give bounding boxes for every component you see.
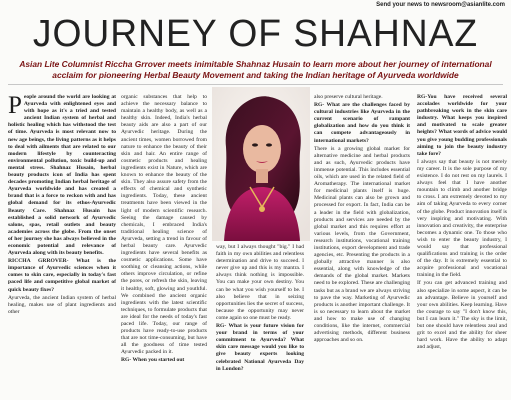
portrait-photo bbox=[212, 87, 310, 241]
column-1 bbox=[8, 94, 116, 317]
column-2-text: organic substances that help to achieve the necessary balance to maintain a healthy body, as well as a healthy skin. Indeed, India's herbal beauty aids are also a part of our Ayurvedic heritage. During the ancient times, women borrowed from nature to enhance the beauty of their skin and hair. An entire range of cosmetic products and healing ingredients exist in Nature, which are known to enhance the beauty of the skin. They also assure safety from the effects of chemical and synthetic ingredients. Today, these ancient treatments have been viewed in the light of modern scientific research. Seeing the damage caused by chemicals, I embraced India's traditional healing science of Ayurveda, setting a trend in favour of herbal beauty care. Ayurvedic ingredients have several benefits as cosmetic applications. Some have soothing or cleansing actions, while others improve circulation, or refine the pores, or refresh the skin, leaving it healthy, soft, glowing and youthful. We combined the ancient organic ingredients with the latest scientific techniques, to formulate products that are ideal for the needs of today's fast paced life. Today, our range of products have ready-to-use products that are not time-consuming, but have all the goodness of time tested Ayurvedic packed in it. bbox=[121, 94, 207, 356]
column-2 bbox=[121, 94, 207, 366]
intro-paragraph bbox=[8, 94, 116, 257]
column-4 bbox=[314, 94, 410, 345]
column-5 bbox=[417, 94, 507, 352]
question-1: RICCHA GRROVER- What is the importance of Ayurvedic sciences when it comes to skin care, especially in today's fast paced life and competitive global market of quick beauty fixes? bbox=[8, 258, 116, 293]
question-3: RG- What is your future vision for your brand in terms of your commitment to Ayurveda? What skin care message would you like to give beauty experts looking celebrated National Ayurveda Day in London? bbox=[216, 323, 304, 372]
top-bar bbox=[0, 0, 511, 10]
column-4-lead: also preserve cultural heritage. bbox=[314, 94, 383, 100]
page-title: JOURNEY OF SHAHNAZ bbox=[32, 13, 479, 55]
column-4-text: There is a growing global market for alternative medicine and herbal products and as such, Ayurvedic products have immense potential. This includes essential oils, which are used in the related field of Aromatherapy. The international market for medicinal plants itself is huge. Medicinal plants can also be grown and processed for export. In fact, India can be a leader in the field with globalization, products and services are needed by the global market and this requires effort at various levels, from the Government, research institutions, vocational training institutions, export development and trade agencies, etc. Presenting the products in a globally attractive manner is also essential, along with knowledge of the demands of the global market. Markets need to be explored. These are challenging tasks but as a brand we are always striving to pave the way. Marketing of Ayurvedic products is another important challenge. It is so necessary to learn about the market and how to make use of changing conditions, like the internet, commercial advertising methods, different business approaches and so on. bbox=[314, 145, 410, 344]
intro-text: eople around the world are looking at Ayurveda with enlightened eyes and with hope as it's a tried and tested ancient Indian system of herbal and holistic healing which has withstood the test of time. Ayurveda is most relevant now to new age beings, the living patterns as it helps to deal with ailments that are related to our modern lifestyle by counteracting environmental pollution, toxic build-up and mental stress. Shahnaz Husain, herbal beauty products icon of India has spent decades promoting Indian herbal heritage of Ayurveda worldwide and has created a brand that is a force to reckon with and has global demand for its ethos-Ayurvedic Beauty Care. Shahnaz Husain has established a solid network of Ayurvedic salons, spas, retail outlets and beauty academies across the globe. From the onset of her journey she has always believed in the economic potential and relevance of Ayurveda along with its beauty benefits. bbox=[8, 94, 116, 257]
column-5-text: I always say that beauty is not merely my career. It is the sole purpose of my existence. I do not rest on my laurels. I always feel that I have another mountain to climb and another bridge to cross. I am extremely devoted to my aim of taking Ayurveda to every corner of the globe. Product innovation itself is very inspiring and motivating. With innovation and creativity, the enterprise becomes a dynamic one. To those who wish to enter the beauty industry, I would say that professional qualifications and training is the order of the day. It is extremely essential to acquire professional and vocational training in the field. bbox=[417, 158, 507, 279]
divider bbox=[8, 84, 503, 85]
column-3-text: way, but I always thought "big." I had faith in my own abilities and relentless determination and drive to succeed. I never give up and this is my mantra. I always think nothing is impossible. You can make your own destiny. You can be what you wish yourself to be. I also believe that in seizing opportunities lies the secret of success, because the opportunity may never come again so one must be ready. bbox=[216, 244, 304, 321]
question-2: RG- When you started out bbox=[121, 357, 185, 364]
question-5: RG-You have received several accolades worldwide for your pathbreaking work in the skin care industry. What keeps you inspired and motivated to scale greater heights? What words of advice would you give young budding professionals aiming to join the beauty industry take fore? bbox=[417, 94, 507, 157]
answer-1: Ayurveda, the ancient Indian system of herbal healing, makes use of plant ingredients and other bbox=[8, 294, 116, 315]
question-4: RG- What are the challenges faced by cultural industries like Ayurveda in the current scenario of rampant globalization and how do you think it can compete advantageously in international markets? bbox=[314, 102, 410, 144]
column-5-text-2: If you can get advanced training and also specialize in some aspect, it can be an advantage. Believe in yourself and your own abilities. Keep learning. Have the courage to say "I don't know this, but I can learn it." The sky is the limit, but one should have relentless zeal and grit to excel and the ability for sheer hard work. Have the ability to adapt and adjust, bbox=[417, 280, 507, 351]
column-3 bbox=[216, 244, 304, 374]
drop-cap: P bbox=[8, 92, 22, 119]
send-news-notice: Send your news to newsroom@asianlite.com bbox=[376, 2, 505, 8]
portrait-illustration bbox=[212, 87, 310, 241]
standfirst: Asian Lite Columnist Riccha Grrover meets inimitable Shahnaz Husain to learn more about her journey of international acclaim for pioneering Herbal Beauty Movement and taking the Indian heritage of Ayurveda worldwide bbox=[19, 59, 492, 80]
